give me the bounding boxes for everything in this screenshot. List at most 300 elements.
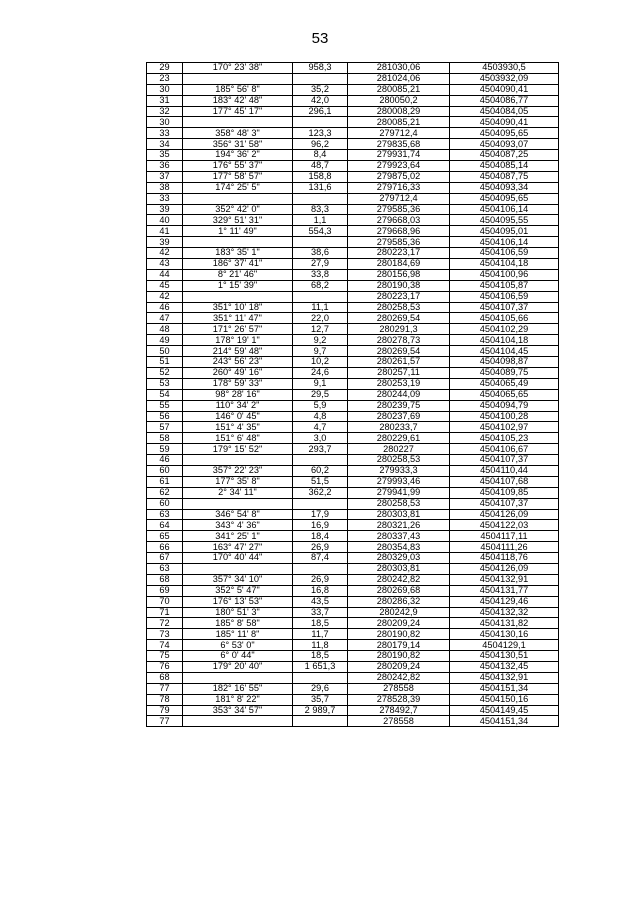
point-number-cell: 46: [147, 455, 183, 466]
y-coordinate-cell: 4504130,51: [450, 651, 559, 662]
point-number-cell: 49: [147, 335, 183, 346]
point-number-cell: 50: [147, 346, 183, 357]
length-cell: 131,6: [293, 182, 348, 193]
point-number-cell: 32: [147, 106, 183, 117]
length-cell: 11,8: [293, 640, 348, 651]
angle-cell: 194° 36' 2": [183, 150, 293, 161]
y-coordinate-cell: 4504105,87: [450, 280, 559, 291]
x-coordinate-cell: 279923,64: [348, 161, 450, 172]
angle-cell: 351° 11' 47": [183, 313, 293, 324]
angle-cell: 343° 4' 36": [183, 520, 293, 531]
point-number-cell: 34: [147, 139, 183, 150]
table-body: [147, 63, 559, 727]
point-number-cell: 31: [147, 95, 183, 106]
length-cell: 22,0: [293, 313, 348, 324]
table-row: [147, 367, 559, 378]
point-number-cell: 65: [147, 531, 183, 542]
point-number-cell: 37: [147, 171, 183, 182]
point-number-cell: 42: [147, 248, 183, 259]
table-row: [147, 259, 559, 270]
point-number-cell: 79: [147, 705, 183, 716]
x-coordinate-cell: 280209,24: [348, 618, 450, 629]
table-row: [147, 128, 559, 139]
point-number-cell: 77: [147, 683, 183, 694]
angle-cell: [183, 455, 293, 466]
length-cell: 296,1: [293, 106, 348, 117]
point-number-cell: 45: [147, 280, 183, 291]
y-coordinate-cell: 4504090,41: [450, 84, 559, 95]
length-cell: 27,9: [293, 259, 348, 270]
length-cell: 26,9: [293, 574, 348, 585]
y-coordinate-cell: 4504106,67: [450, 444, 559, 455]
length-cell: [293, 117, 348, 128]
x-coordinate-cell: 279875,02: [348, 171, 450, 182]
angle-cell: 2° 34' 11": [183, 487, 293, 498]
angle-cell: [183, 117, 293, 128]
page-number: 53: [311, 30, 329, 47]
point-number-cell: 47: [147, 313, 183, 324]
y-coordinate-cell: 4504107,68: [450, 476, 559, 487]
angle-cell: 170° 23' 38": [183, 63, 293, 74]
angle-cell: 346° 54' 8": [183, 509, 293, 520]
angle-cell: [183, 193, 293, 204]
point-number-cell: 57: [147, 422, 183, 433]
angle-cell: 98° 28' 16": [183, 389, 293, 400]
angle-cell: 341° 25' 1": [183, 531, 293, 542]
x-coordinate-cell: 280237,69: [348, 411, 450, 422]
length-cell: 3,0: [293, 433, 348, 444]
length-cell: 35,2: [293, 84, 348, 95]
point-number-cell: 69: [147, 585, 183, 596]
length-cell: 1,1: [293, 215, 348, 226]
x-coordinate-cell: 279931,74: [348, 150, 450, 161]
x-coordinate-cell: 280258,53: [348, 302, 450, 313]
y-coordinate-cell: 4504102,29: [450, 324, 559, 335]
table-row: [147, 476, 559, 487]
x-coordinate-cell: 280329,03: [348, 553, 450, 564]
x-coordinate-cell: 280227: [348, 444, 450, 455]
angle-cell: 356° 31' 58": [183, 139, 293, 150]
length-cell: [293, 73, 348, 84]
point-number-cell: 52: [147, 367, 183, 378]
table-row: [147, 95, 559, 106]
angle-cell: 6° 53' 0": [183, 640, 293, 651]
angle-cell: 214° 59' 48": [183, 346, 293, 357]
y-coordinate-cell: 4504106,59: [450, 248, 559, 259]
length-cell: 24,6: [293, 367, 348, 378]
length-cell: [293, 498, 348, 509]
x-coordinate-cell: 279668,96: [348, 226, 450, 237]
table-row: [147, 161, 559, 172]
angle-cell: 179° 20' 40": [183, 661, 293, 672]
table-row: [147, 335, 559, 346]
x-coordinate-cell: 280223,17: [348, 291, 450, 302]
table-row: [147, 106, 559, 117]
y-coordinate-cell: 4504132,32: [450, 607, 559, 618]
x-coordinate-cell: 280354,83: [348, 542, 450, 553]
point-number-cell: 51: [147, 357, 183, 368]
angle-cell: 243° 56' 23": [183, 357, 293, 368]
length-cell: 43,5: [293, 596, 348, 607]
x-coordinate-cell: 279712,4: [348, 193, 450, 204]
angle-cell: 178° 59' 33": [183, 378, 293, 389]
x-coordinate-cell: 280321,26: [348, 520, 450, 531]
angle-cell: 185° 11' 8": [183, 629, 293, 640]
x-coordinate-cell: 280244,09: [348, 389, 450, 400]
angle-cell: 185° 56' 8": [183, 84, 293, 95]
length-cell: 29,6: [293, 683, 348, 694]
angle-cell: 174° 25' 5": [183, 182, 293, 193]
length-cell: 29,5: [293, 389, 348, 400]
x-coordinate-cell: 280242,9: [348, 607, 450, 618]
angle-cell: 1° 15' 39": [183, 280, 293, 291]
angle-cell: 177° 58' 57": [183, 171, 293, 182]
table-row: [147, 171, 559, 182]
angle-cell: [183, 498, 293, 509]
point-number-cell: 39: [147, 237, 183, 248]
angle-cell: 1° 11' 49": [183, 226, 293, 237]
y-coordinate-cell: 4504100,96: [450, 269, 559, 280]
length-cell: 12,7: [293, 324, 348, 335]
x-coordinate-cell: 279716,33: [348, 182, 450, 193]
point-number-cell: 74: [147, 640, 183, 651]
point-number-cell: 36: [147, 161, 183, 172]
x-coordinate-cell: 280242,82: [348, 672, 450, 683]
x-coordinate-cell: 280261,57: [348, 357, 450, 368]
angle-cell: 176° 13' 53": [183, 596, 293, 607]
angle-cell: 179° 15' 52": [183, 444, 293, 455]
table-row: [147, 378, 559, 389]
table-row: [147, 139, 559, 150]
table-row: [147, 487, 559, 498]
angle-cell: 353° 34' 57": [183, 705, 293, 716]
angle-cell: 176° 55' 37": [183, 161, 293, 172]
table-row: [147, 237, 559, 248]
x-coordinate-cell: 280278,73: [348, 335, 450, 346]
point-number-cell: 39: [147, 204, 183, 215]
angle-cell: 181° 8' 22": [183, 694, 293, 705]
x-coordinate-cell: 280190,82: [348, 651, 450, 662]
table-row: [147, 357, 559, 368]
point-number-cell: 66: [147, 542, 183, 553]
x-coordinate-cell: 280258,53: [348, 455, 450, 466]
length-cell: 33,7: [293, 607, 348, 618]
angle-cell: 177° 35' 8": [183, 476, 293, 487]
point-number-cell: 75: [147, 651, 183, 662]
point-number-cell: 72: [147, 618, 183, 629]
length-cell: 96,2: [293, 139, 348, 150]
angle-cell: [183, 563, 293, 574]
table-row: [147, 542, 559, 553]
x-coordinate-cell: 280233,7: [348, 422, 450, 433]
length-cell: [293, 193, 348, 204]
table-row: [147, 661, 559, 672]
y-coordinate-cell: 4504102,97: [450, 422, 559, 433]
length-cell: 26,9: [293, 542, 348, 553]
length-cell: [293, 455, 348, 466]
x-coordinate-cell: 280190,82: [348, 629, 450, 640]
table-row: [147, 346, 559, 357]
x-coordinate-cell: 278528,39: [348, 694, 450, 705]
angle-cell: 185° 8' 58": [183, 618, 293, 629]
y-coordinate-cell: 4504104,18: [450, 335, 559, 346]
angle-cell: 352° 42' 0": [183, 204, 293, 215]
table-row: [147, 182, 559, 193]
y-coordinate-cell: 4504126,09: [450, 563, 559, 574]
angle-cell: 357° 34' 10": [183, 574, 293, 585]
y-coordinate-cell: 4504150,16: [450, 694, 559, 705]
x-coordinate-cell: 280184,69: [348, 259, 450, 270]
table-row: [147, 422, 559, 433]
angle-cell: [183, 291, 293, 302]
point-number-cell: 62: [147, 487, 183, 498]
y-coordinate-cell: 4504087,75: [450, 171, 559, 182]
x-coordinate-cell: 280269,54: [348, 313, 450, 324]
length-cell: 87,4: [293, 553, 348, 564]
length-cell: 60,2: [293, 465, 348, 476]
table-row: [147, 509, 559, 520]
length-cell: 4,8: [293, 411, 348, 422]
y-coordinate-cell: 4504107,37: [450, 302, 559, 313]
length-cell: 4,7: [293, 422, 348, 433]
length-cell: [293, 672, 348, 683]
length-cell: 554,3: [293, 226, 348, 237]
y-coordinate-cell: 4504129,1: [450, 640, 559, 651]
point-number-cell: 59: [147, 444, 183, 455]
angle-cell: [183, 73, 293, 84]
x-coordinate-cell: 280303,81: [348, 563, 450, 574]
y-coordinate-cell: 4504106,14: [450, 204, 559, 215]
length-cell: 9,2: [293, 335, 348, 346]
point-number-cell: 68: [147, 672, 183, 683]
table-row: [147, 389, 559, 400]
point-number-cell: 48: [147, 324, 183, 335]
y-coordinate-cell: 4504132,91: [450, 574, 559, 585]
y-coordinate-cell: 4504095,65: [450, 128, 559, 139]
y-coordinate-cell: 4504107,37: [450, 455, 559, 466]
length-cell: 42,0: [293, 95, 348, 106]
point-number-cell: 35: [147, 150, 183, 161]
angle-cell: 352° 5' 47": [183, 585, 293, 596]
point-number-cell: 29: [147, 63, 183, 74]
point-number-cell: 70: [147, 596, 183, 607]
x-coordinate-cell: 280085,21: [348, 84, 450, 95]
x-coordinate-cell: 280223,17: [348, 248, 450, 259]
angle-cell: 183° 42' 48": [183, 95, 293, 106]
length-cell: 83,3: [293, 204, 348, 215]
point-number-cell: 63: [147, 509, 183, 520]
angle-cell: 357° 22' 23": [183, 465, 293, 476]
length-cell: 1 651,3: [293, 661, 348, 672]
table-row: [147, 291, 559, 302]
point-number-cell: 53: [147, 378, 183, 389]
y-coordinate-cell: 4504100,28: [450, 411, 559, 422]
length-cell: 51,5: [293, 476, 348, 487]
point-number-cell: 77: [147, 716, 183, 727]
x-coordinate-cell: 280269,68: [348, 585, 450, 596]
point-number-cell: 67: [147, 553, 183, 564]
angle-cell: 170° 40' 44": [183, 553, 293, 564]
point-number-cell: 78: [147, 694, 183, 705]
x-coordinate-cell: 279941,99: [348, 487, 450, 498]
y-coordinate-cell: 4504126,09: [450, 509, 559, 520]
x-coordinate-cell: 280229,61: [348, 433, 450, 444]
y-coordinate-cell: 4504065,65: [450, 389, 559, 400]
table-row: [147, 444, 559, 455]
y-coordinate-cell: 4504130,16: [450, 629, 559, 640]
table-row: [147, 193, 559, 204]
angle-cell: 110° 34' 2": [183, 400, 293, 411]
table-row: [147, 63, 559, 74]
x-coordinate-cell: 280239,75: [348, 400, 450, 411]
angle-cell: [183, 237, 293, 248]
length-cell: 68,2: [293, 280, 348, 291]
point-number-cell: 64: [147, 520, 183, 531]
x-coordinate-cell: 278558: [348, 716, 450, 727]
length-cell: [293, 716, 348, 727]
y-coordinate-cell: 4504065,49: [450, 378, 559, 389]
angle-cell: 177° 45' 17": [183, 106, 293, 117]
x-coordinate-cell: 280242,82: [348, 574, 450, 585]
y-coordinate-cell: 4504132,45: [450, 661, 559, 672]
length-cell: 9,1: [293, 378, 348, 389]
angle-cell: 146° 0' 45": [183, 411, 293, 422]
y-coordinate-cell: 4504149,45: [450, 705, 559, 716]
y-coordinate-cell: 4504105,66: [450, 313, 559, 324]
length-cell: 33,8: [293, 269, 348, 280]
y-coordinate-cell: 4503932,09: [450, 73, 559, 84]
length-cell: 9,7: [293, 346, 348, 357]
x-coordinate-cell: 279585,36: [348, 204, 450, 215]
y-coordinate-cell: 4504111,26: [450, 542, 559, 553]
x-coordinate-cell: 280050,2: [348, 95, 450, 106]
coordinates-table: [146, 62, 559, 727]
table-row: [147, 563, 559, 574]
table-row: [147, 618, 559, 629]
point-number-cell: 63: [147, 563, 183, 574]
y-coordinate-cell: 4504131,77: [450, 585, 559, 596]
table-row: [147, 585, 559, 596]
x-coordinate-cell: 280085,21: [348, 117, 450, 128]
table-row: [147, 302, 559, 313]
x-coordinate-cell: 280257,11: [348, 367, 450, 378]
x-coordinate-cell: 280156,98: [348, 269, 450, 280]
y-coordinate-cell: 4504085,14: [450, 161, 559, 172]
point-number-cell: 44: [147, 269, 183, 280]
length-cell: 18,4: [293, 531, 348, 542]
point-number-cell: 23: [147, 73, 183, 84]
length-cell: 16,8: [293, 585, 348, 596]
table-row: [147, 694, 559, 705]
x-coordinate-cell: 279993,46: [348, 476, 450, 487]
table-row: [147, 596, 559, 607]
x-coordinate-cell: 278492,7: [348, 705, 450, 716]
angle-cell: 180° 51' 3": [183, 607, 293, 618]
x-coordinate-cell: 279668,03: [348, 215, 450, 226]
table-row: [147, 150, 559, 161]
x-coordinate-cell: 279585,36: [348, 237, 450, 248]
table-row: [147, 204, 559, 215]
point-number-cell: 55: [147, 400, 183, 411]
x-coordinate-cell: 280258,53: [348, 498, 450, 509]
length-cell: [293, 237, 348, 248]
y-coordinate-cell: 4504087,25: [450, 150, 559, 161]
length-cell: [293, 291, 348, 302]
length-cell: 123,3: [293, 128, 348, 139]
table-row: [147, 553, 559, 564]
angle-cell: 171° 26' 57": [183, 324, 293, 335]
y-coordinate-cell: 4504095,01: [450, 226, 559, 237]
length-cell: [293, 563, 348, 574]
table-row: [147, 84, 559, 95]
table-row: [147, 400, 559, 411]
x-coordinate-cell: 280337,43: [348, 531, 450, 542]
length-cell: 158,8: [293, 171, 348, 182]
length-cell: 18,5: [293, 651, 348, 662]
point-number-cell: 33: [147, 193, 183, 204]
point-number-cell: 73: [147, 629, 183, 640]
length-cell: 958,3: [293, 63, 348, 74]
y-coordinate-cell: 4504109,85: [450, 487, 559, 498]
x-coordinate-cell: 281024,06: [348, 73, 450, 84]
x-coordinate-cell: 280269,54: [348, 346, 450, 357]
x-coordinate-cell: 280253,19: [348, 378, 450, 389]
length-cell: 5,9: [293, 400, 348, 411]
table-row: [147, 498, 559, 509]
table-row: [147, 705, 559, 716]
length-cell: 16,9: [293, 520, 348, 531]
angle-cell: 182° 16' 55": [183, 683, 293, 694]
point-number-cell: 42: [147, 291, 183, 302]
angle-cell: 358° 48' 3": [183, 128, 293, 139]
table-row: [147, 455, 559, 466]
angle-cell: 178° 19' 1": [183, 335, 293, 346]
x-coordinate-cell: 280303,81: [348, 509, 450, 520]
y-coordinate-cell: 4503930,5: [450, 63, 559, 74]
table-row: [147, 324, 559, 335]
point-number-cell: 30: [147, 84, 183, 95]
y-coordinate-cell: 4504098,87: [450, 357, 559, 368]
point-number-cell: 60: [147, 498, 183, 509]
table-row: [147, 280, 559, 291]
x-coordinate-cell: 280291,3: [348, 324, 450, 335]
point-number-cell: 68: [147, 574, 183, 585]
table-row: [147, 716, 559, 727]
angle-cell: 351° 10' 18": [183, 302, 293, 313]
table-row: [147, 73, 559, 84]
x-coordinate-cell: 279933,3: [348, 465, 450, 476]
x-coordinate-cell: 278558: [348, 683, 450, 694]
x-coordinate-cell: 279712,4: [348, 128, 450, 139]
y-coordinate-cell: 4504106,59: [450, 291, 559, 302]
length-cell: 10,2: [293, 357, 348, 368]
table-row: [147, 465, 559, 476]
table-row: [147, 248, 559, 259]
y-coordinate-cell: 4504110,44: [450, 465, 559, 476]
table-row: [147, 629, 559, 640]
table-row: [147, 640, 559, 651]
length-cell: 8,4: [293, 150, 348, 161]
angle-cell: 6° 0' 44": [183, 651, 293, 662]
x-coordinate-cell: 280179,14: [348, 640, 450, 651]
point-number-cell: 54: [147, 389, 183, 400]
angle-cell: 8° 21' 46": [183, 269, 293, 280]
point-number-cell: 30: [147, 117, 183, 128]
point-number-cell: 58: [147, 433, 183, 444]
angle-cell: 183° 35' 1": [183, 248, 293, 259]
table-row: [147, 672, 559, 683]
point-number-cell: 60: [147, 465, 183, 476]
